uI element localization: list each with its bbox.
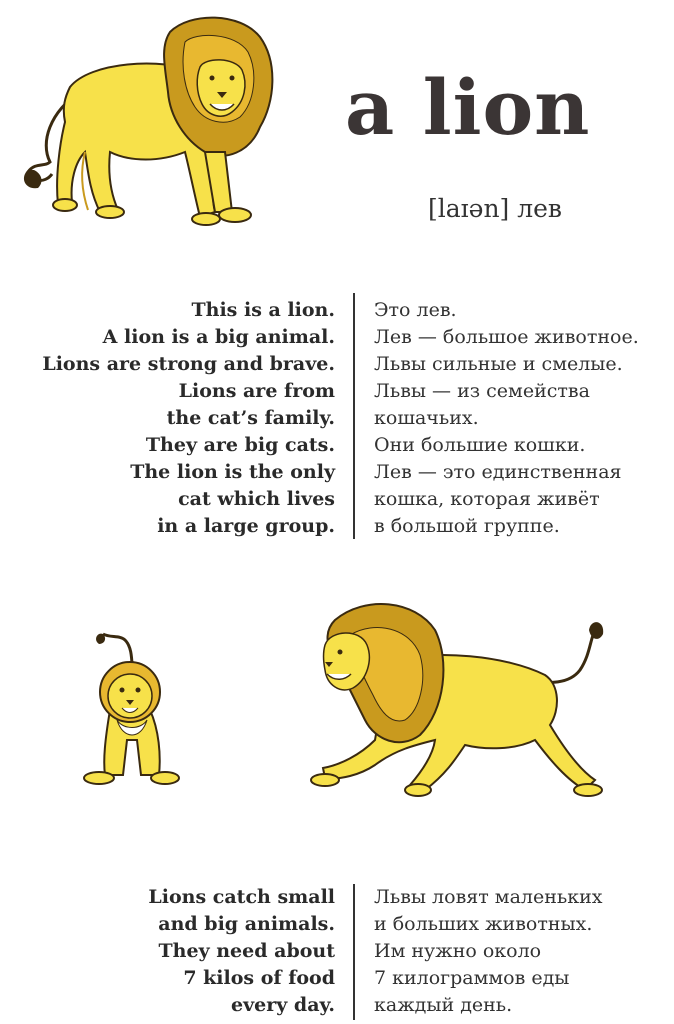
russian-line: Лев — это единственная	[374, 461, 622, 483]
english-line: They are big cats.	[145, 434, 335, 456]
word-title: a lion	[345, 63, 591, 152]
russian-line: кошачьих.	[374, 407, 479, 429]
column-divider	[353, 884, 355, 1020]
russian-line: и больших животных.	[374, 913, 593, 935]
transcription-translation: [laɪən] лев	[428, 194, 562, 223]
russian-line: Они большие кошки.	[374, 434, 586, 456]
english-line: and big animals.	[158, 913, 335, 935]
russian-line: Львы — из семейства	[374, 380, 590, 402]
english-line: Lions catch small	[148, 886, 335, 908]
walking-lion-illustration	[305, 600, 615, 805]
english-line: The lion is the only	[130, 461, 335, 483]
russian-line: в большой группе.	[374, 515, 560, 537]
english-line: 7 kilos of food	[183, 967, 335, 989]
russian-line: 7 килограммов еды	[374, 967, 570, 989]
english-line: in a large group.	[157, 515, 335, 537]
russian-line: кошка, которая живёт	[374, 488, 600, 510]
russian-text-block-1	[374, 297, 639, 540]
russian-line: Это лев.	[374, 299, 457, 321]
english-text-block-1	[42, 297, 335, 540]
russian-line: Львы сильные и смелые.	[374, 353, 623, 375]
russian-line: каждый день.	[374, 994, 513, 1016]
lion-cub-illustration	[75, 630, 185, 785]
english-text-block-2	[148, 884, 335, 1019]
standing-lion-illustration	[10, 12, 280, 232]
english-line: A lion is a big animal.	[102, 326, 335, 348]
column-divider	[353, 293, 355, 539]
russian-text-block-2	[374, 884, 602, 1019]
russian-line: Им нужно около	[374, 940, 542, 962]
english-line: They need about	[158, 940, 335, 962]
english-line: Lions are strong and brave.	[42, 353, 335, 375]
english-line: the cat’s family.	[166, 407, 335, 429]
english-line: cat which lives	[178, 488, 335, 510]
english-line: Lions are from	[178, 380, 335, 402]
english-line: This is a lion.	[191, 299, 335, 321]
english-line: every day.	[231, 994, 335, 1016]
russian-line: Лев — большое животное.	[374, 326, 639, 348]
russian-line: Львы ловят маленьких	[374, 886, 603, 908]
